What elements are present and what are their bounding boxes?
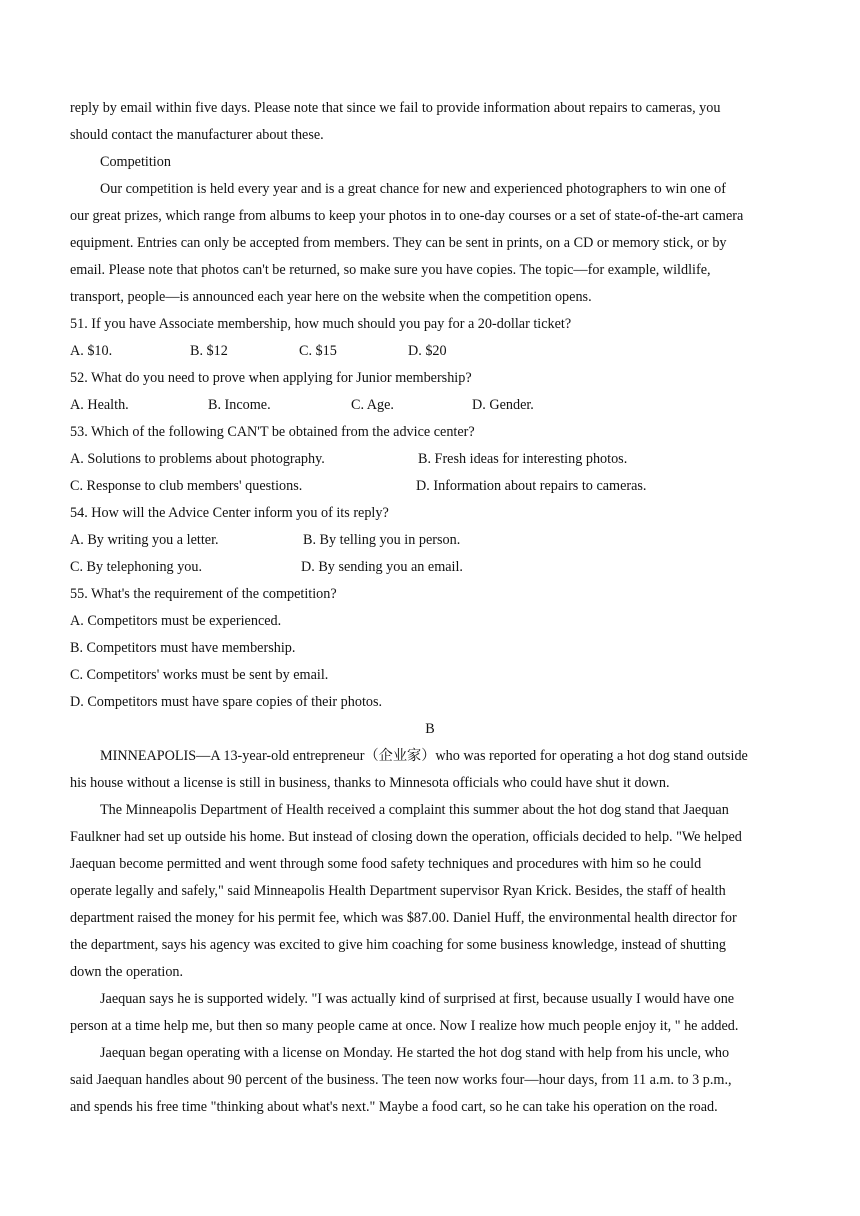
section-heading: Competition (100, 154, 171, 170)
answer-option: A. By writing you a letter. (70, 532, 219, 548)
answer-option: B. $12 (190, 343, 228, 359)
passage-line: transport, people—is announced each year here on the website when the competition opens. (70, 289, 592, 305)
answer-option: A. $10. (70, 343, 113, 359)
passage-line: department raised the money for his permit fee, which was $87.00. Daniel Huff, the environmental health director for (70, 910, 737, 926)
passage-line: Jaequan says he is supported widely. "I was actually kind of surprised at first, because usually I would have one (100, 991, 735, 1007)
question-stem: 51. If you have Associate membership, how much should you pay for a 20-dollar ticket? (70, 316, 572, 332)
passage-label: B (425, 721, 435, 737)
answer-option: D. Competitors must have spare copies of their photos. (70, 694, 383, 710)
question-stem: 52. What do you need to prove when applying for Junior membership? (70, 370, 472, 386)
answer-option: A. Solutions to problems about photography. (70, 451, 325, 467)
passage-line: should contact the manufacturer about these. (70, 127, 324, 143)
passage-line: MINNEAPOLIS—A 13-year-old entrepreneur（企业家）who was reported for operating a hot dog stand outside (100, 748, 748, 764)
passage-line: operate legally and safely," said Minneapolis Health Department supervisor Ryan Krick. Besides, the staff of health (70, 883, 726, 899)
question-stem: 53. Which of the following CAN'T be obtained from the advice center? (70, 424, 475, 440)
question-stem: 55. What's the requirement of the competition? (70, 586, 337, 602)
passage-line: Faulkner had set up outside his home. But instead of closing down the operation, officials decided to help. "We helped (70, 829, 742, 845)
passage-line: equipment. Entries can only be accepted from members. They can be sent in prints, on a CD or memory stick, or by (70, 235, 727, 251)
passage-line: The Minneapolis Department of Health received a complaint this summer about the hot dog stand that Jaequan (100, 802, 729, 818)
answer-option: B. Competitors must have membership. (70, 640, 296, 656)
passage-line: his house without a license is still in business, thanks to Minnesota officials who could have shut it down. (70, 775, 670, 791)
passage-line: Jaequan began operating with a license on Monday. He started the hot dog stand with help from his uncle, who (100, 1045, 730, 1061)
answer-option: D. Gender. (472, 397, 534, 413)
answer-option: C. Competitors' works must be sent by email. (70, 667, 329, 683)
answer-option: B. By telling you in person. (303, 532, 461, 548)
answer-option: C. By telephoning you. (70, 559, 203, 575)
answer-option: A. Health. (70, 397, 129, 413)
passage-line: and spends his free time "thinking about what's next." Maybe a food cart, so he can take his operation on the road. (70, 1099, 718, 1115)
passage-line: person at a time help me, but then so many people came at once. Now I realize how much people enjoy it, " he added. (70, 1018, 739, 1034)
answer-option: C. $15 (299, 343, 337, 359)
passage-line: Our competition is held every year and is a great chance for new and experienced photographers to win one of (100, 181, 726, 197)
passage-line: Jaequan become permitted and went through some food safety techniques and procedures with him so he could (70, 856, 702, 872)
answer-option: D. By sending you an email. (301, 559, 463, 575)
answer-option: D. $20 (408, 343, 447, 359)
passage-line: said Jaequan handles about 90 percent of the business. The teen now works four—hour days, from 11 a.m. to 3 p.m., (70, 1072, 732, 1088)
passage-line: the department, says his agency was excited to give him coaching for some business knowledge, instead of shutting (70, 937, 727, 953)
answer-option: B. Fresh ideas for interesting photos. (418, 451, 628, 467)
passage-line: email. Please note that photos can't be returned, so make sure you have copies. The topic—for example, wildlife, (70, 262, 711, 278)
question-stem: 54. How will the Advice Center inform you of its reply? (70, 505, 389, 521)
answer-option: B. Income. (208, 397, 271, 413)
passage-line: reply by email within five days. Please note that since we fail to provide information about repairs to cameras, you (70, 100, 721, 116)
answer-option: C. Response to club members' questions. (70, 478, 303, 494)
answer-option: C. Age. (351, 397, 394, 413)
passage-line: our great prizes, which range from albums to keep your photos in to one-day courses or a set of state-of-the-art camera (70, 208, 744, 224)
answer-option: D. Information about repairs to cameras. (416, 478, 647, 494)
answer-option: A. Competitors must be experienced. (70, 613, 282, 629)
passage-line: down the operation. (70, 964, 184, 980)
